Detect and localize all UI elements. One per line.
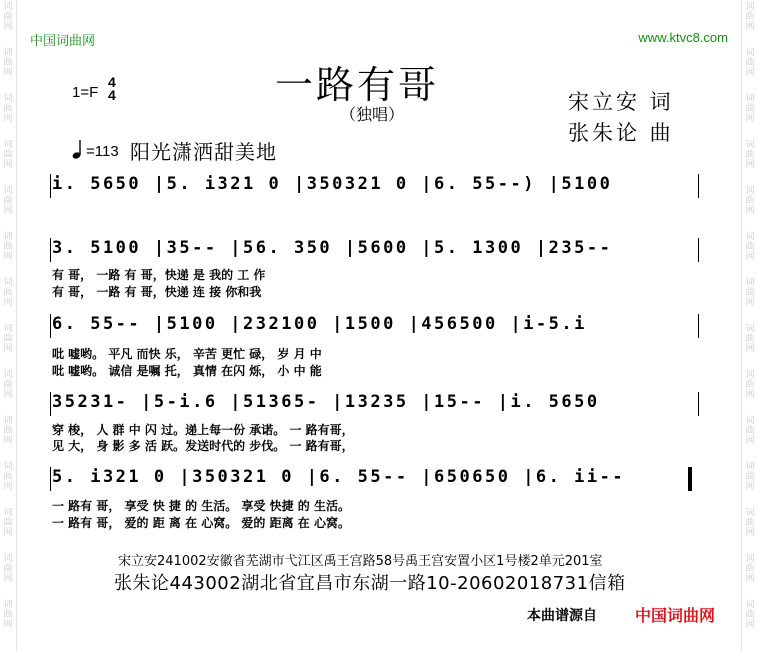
- lyricist-credit: 宋立安 词: [568, 90, 674, 114]
- watermark-glyph: 词 曲 网: [745, 140, 755, 170]
- barline: [50, 467, 51, 491]
- watermark-glyph: 词 曲 网: [745, 324, 755, 354]
- lyric-line-2: 有 哥， 一路 有 哥，快递 连 接 你和我: [52, 285, 262, 299]
- lyric-line-1: 穿 梭， 人 群 中 闪 过。递上每一份 承诺。 一 路有哥，: [52, 423, 354, 437]
- quarter-note-icon: [70, 138, 86, 160]
- tempo-marking: =113: [86, 143, 119, 160]
- watermark-glyph: 词 曲 网: [3, 48, 13, 78]
- site-url: www.ktvc8.com: [638, 30, 728, 45]
- right-watermark-column: [741, 0, 758, 652]
- lyric-line-1: 一 路有 哥， 享受 快 捷 的 生活。 享受 快捷 的 生活。: [52, 499, 350, 513]
- barline: [50, 238, 51, 262]
- barline: [50, 392, 51, 416]
- watermark-glyph: 词 曲 网: [745, 48, 755, 78]
- meter-denominator: 4: [108, 87, 116, 103]
- watermark-glyph: 词 曲 网: [745, 554, 755, 584]
- time-signature: [108, 76, 116, 102]
- watermark-glyph: 词 曲 网: [3, 554, 13, 584]
- watermark-glyph: 词 曲 网: [3, 2, 13, 32]
- key-signature: 1=F: [72, 84, 99, 101]
- watermark-glyph: 词 曲 网: [745, 94, 755, 124]
- composer-credit: 张朱论 曲: [568, 121, 674, 145]
- watermark-glyph: 词 曲 网: [3, 462, 13, 492]
- composer-address: 张朱论443002湖北省宜昌市东湖一路10-20602018731信箱: [114, 573, 626, 594]
- left-watermark-column: [0, 0, 17, 652]
- watermark-glyph: 词 曲 网: [3, 94, 13, 124]
- staff-row: [52, 236, 700, 266]
- watermark-glyph: 词 曲 网: [3, 278, 13, 308]
- expression-marking: 阳光潇洒甜美地: [130, 140, 277, 164]
- staff-notes: 3. 5100 |35-- |56. 350 |5600 |5. 1300 |235--: [52, 238, 613, 258]
- watermark-glyph: 词 曲 网: [745, 232, 755, 262]
- watermark-glyph: 词 曲 网: [3, 186, 13, 216]
- watermark-glyph: 词 曲 网: [745, 186, 755, 216]
- song-subtitle: （独唱）: [340, 105, 405, 124]
- watermark-glyph: 词 曲 网: [745, 508, 755, 538]
- barline: [698, 314, 699, 338]
- watermark-glyph: 词 曲 网: [745, 278, 755, 308]
- staff-notes: i. 5650 |5. i321 0 |350321 0 |6. 55--) |5100: [52, 174, 613, 194]
- lyric-line-2: 一 路有 哥， 爱的 距 离 在 心窝。 爱的 距离 在 心窝。: [52, 516, 350, 530]
- staff-row: [52, 390, 700, 420]
- lyric-line-2: 见 大， 身 影 多 活 跃。发送时代的 步伐。 一 路有哥，: [52, 439, 354, 453]
- source-site: 中国词曲网: [635, 606, 716, 625]
- watermark-glyph: 词 曲 网: [3, 508, 13, 538]
- staff-notes: 6. 55-- |5100 |232100 |1500 |456500 |i-5.i: [52, 314, 587, 334]
- lyric-line-1: 吡 嘘哟。 平凡 而快 乐， 辛苦 更忙 碌， 岁 月 中: [52, 347, 322, 361]
- watermark-glyph: 词 曲 网: [3, 324, 13, 354]
- watermark-glyph: 词 曲 网: [3, 416, 13, 446]
- staff-notes: 35231- |5-i.6 |51365- |13235 |15-- |i. 5650: [52, 392, 600, 412]
- watermark-glyph: 词 曲 网: [745, 416, 755, 446]
- lyric-line-1: 有 哥， 一路 有 哥，快递 是 我的 工 作: [52, 268, 266, 282]
- lyric-line-2: 吡 嘘哟。 诚信 是嘱 托， 真情 在闪 烁， 小 中 能: [52, 364, 322, 378]
- site-name: 中国词曲网: [30, 34, 96, 49]
- watermark-glyph: 词 曲 网: [3, 370, 13, 400]
- watermark-glyph: 词 曲 网: [745, 370, 755, 400]
- lyricist-address: 宋立安241002安徽省芜湖市弋江区禹王宫路58号禹王宫安置小区1号楼2单元201室: [118, 554, 603, 569]
- meter-numerator: 4: [108, 74, 116, 90]
- barline: [698, 174, 699, 198]
- watermark-glyph: 词 曲 网: [745, 600, 755, 630]
- staff-row: [52, 465, 700, 495]
- barline: [698, 238, 699, 262]
- barline: [50, 174, 51, 198]
- barline: [698, 392, 699, 416]
- final-barline: [688, 467, 692, 491]
- barline: [50, 314, 51, 338]
- staff-row: [52, 312, 700, 342]
- staff-notes: 5. i321 0 |350321 0 |6. 55-- |650650 |6. ii--: [52, 467, 626, 487]
- song-title: 一路有哥: [275, 63, 440, 107]
- watermark-glyph: 词 曲 网: [745, 2, 755, 32]
- staff-row: [52, 172, 700, 202]
- source-label: 本曲谱源自: [527, 608, 597, 624]
- watermark-glyph: 词 曲 网: [745, 462, 755, 492]
- watermark-glyph: 词 曲 网: [3, 140, 13, 170]
- watermark-glyph: 词 曲 网: [3, 600, 13, 630]
- watermark-glyph: 词 曲 网: [3, 232, 13, 262]
